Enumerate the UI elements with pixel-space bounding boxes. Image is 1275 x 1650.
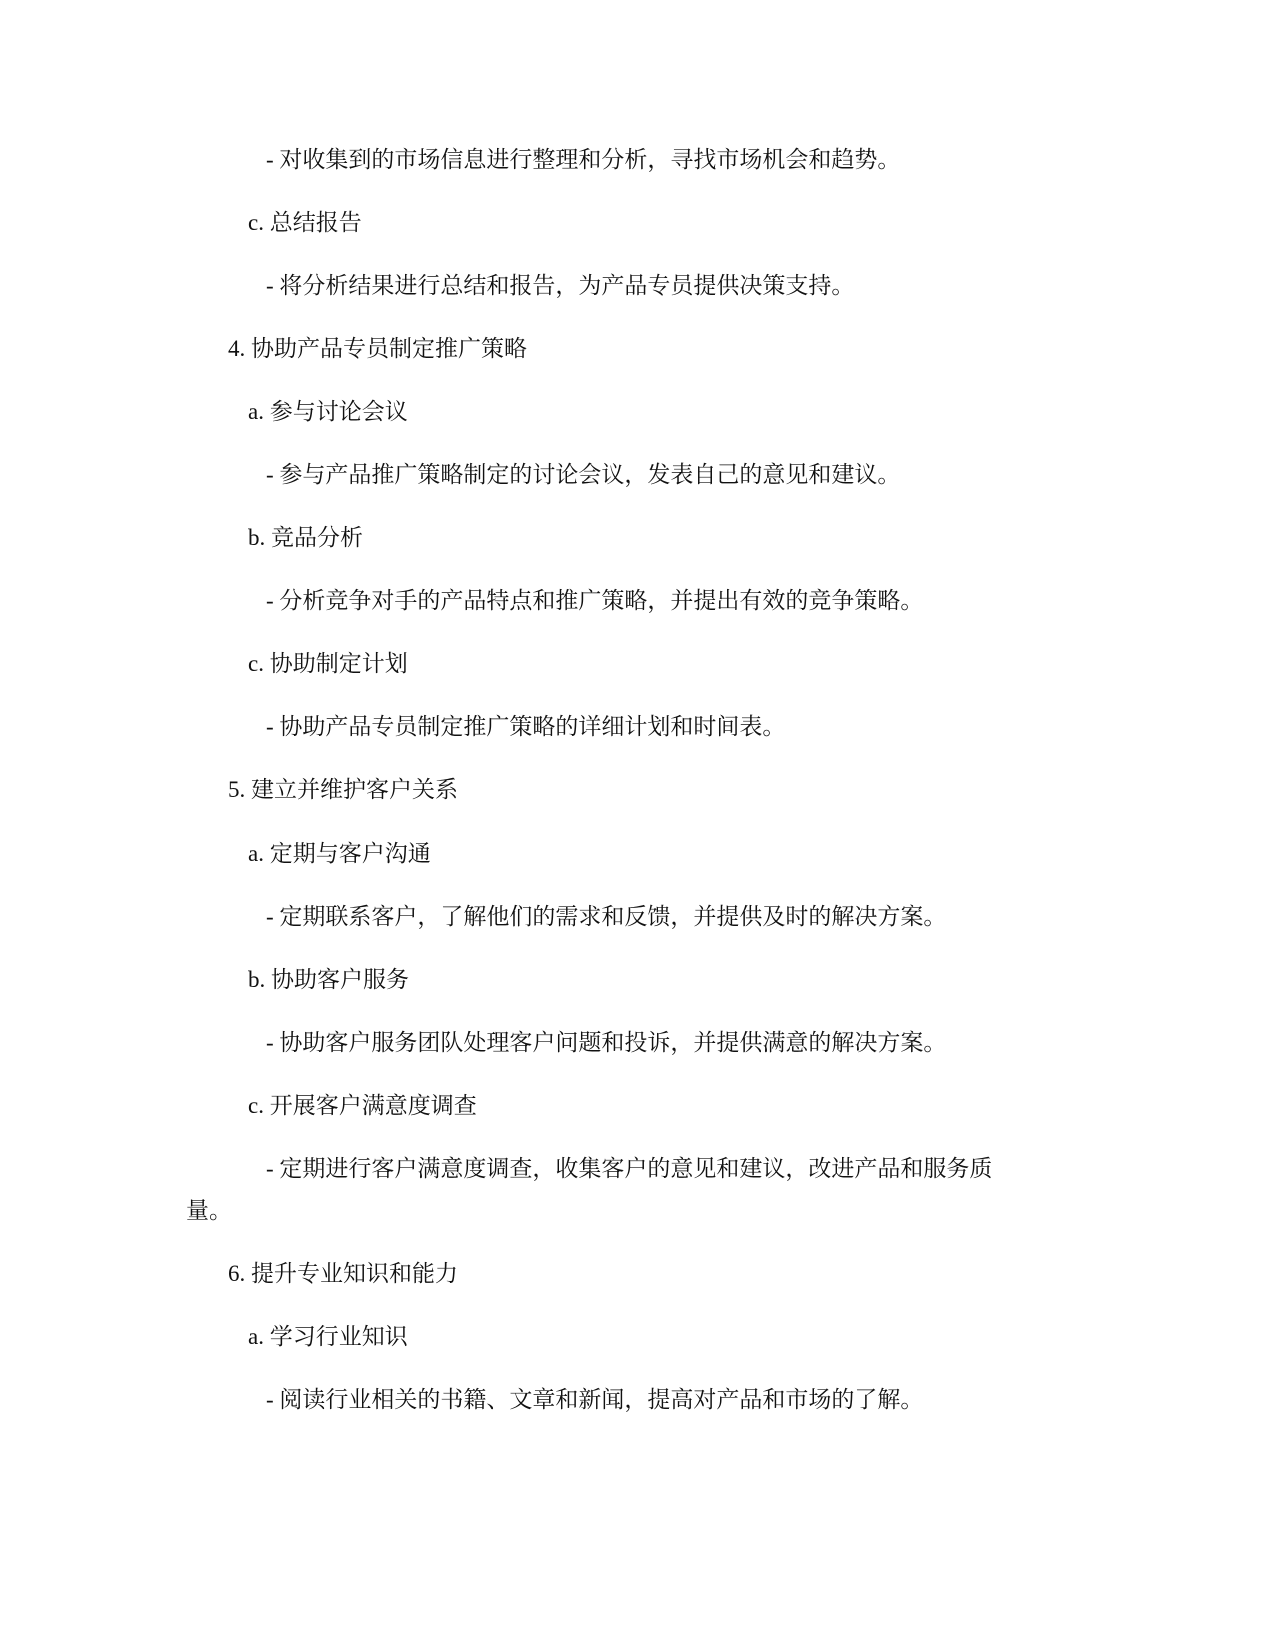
subheading-summary-report: c. 总结报告 — [248, 210, 362, 235]
bullet-customer-service: - 协助客户服务团队处理客户问题和投诉，并提供满意的解决方案。 — [266, 1030, 947, 1055]
bullet-discussion-meeting: - 参与产品推广策略制定的讨论会议，发表自己的意见和建议。 — [266, 462, 901, 487]
bullet-satisfaction-survey-continuation: 量。 — [186, 1198, 232, 1223]
bullet-satisfaction-survey: - 定期进行客户满意度调查，收集客户的意见和建议，改进产品和服务质 — [266, 1156, 993, 1181]
section-heading-6: 6. 提升专业知识和能力 — [228, 1261, 458, 1286]
subheading-customer-service: b. 协助客户服务 — [248, 967, 409, 992]
subheading-competitor-analysis: b. 竞品分析 — [248, 525, 363, 550]
bullet-customer-communication: - 定期联系客户，了解他们的需求和反馈，并提供及时的解决方案。 — [266, 904, 947, 929]
bullet-industry-knowledge: - 阅读行业相关的书籍、文章和新闻，提高对产品和市场的了解。 — [266, 1387, 924, 1412]
section-heading-4: 4. 协助产品专员制定推广策略 — [228, 336, 527, 361]
bullet-analyze-market-info: - 对收集到的市场信息进行整理和分析，寻找市场机会和趋势。 — [266, 147, 901, 172]
section-heading-5: 5. 建立并维护客户关系 — [228, 777, 458, 802]
bullet-competitor-analysis: - 分析竞争对手的产品特点和推广策略，并提出有效的竞争策略。 — [266, 588, 924, 613]
subheading-customer-communication: a. 定期与客户沟通 — [248, 841, 431, 866]
bullet-summary-report: - 将分析结果进行总结和报告，为产品专员提供决策支持。 — [266, 273, 855, 298]
subheading-assist-plan: c. 协助制定计划 — [248, 651, 408, 676]
bullet-assist-plan: - 协助产品专员制定推广策略的详细计划和时间表。 — [266, 714, 786, 739]
subheading-discussion-meeting: a. 参与讨论会议 — [248, 399, 408, 424]
subheading-industry-knowledge: a. 学习行业知识 — [248, 1324, 408, 1349]
subheading-satisfaction-survey: c. 开展客户满意度调查 — [248, 1093, 477, 1118]
